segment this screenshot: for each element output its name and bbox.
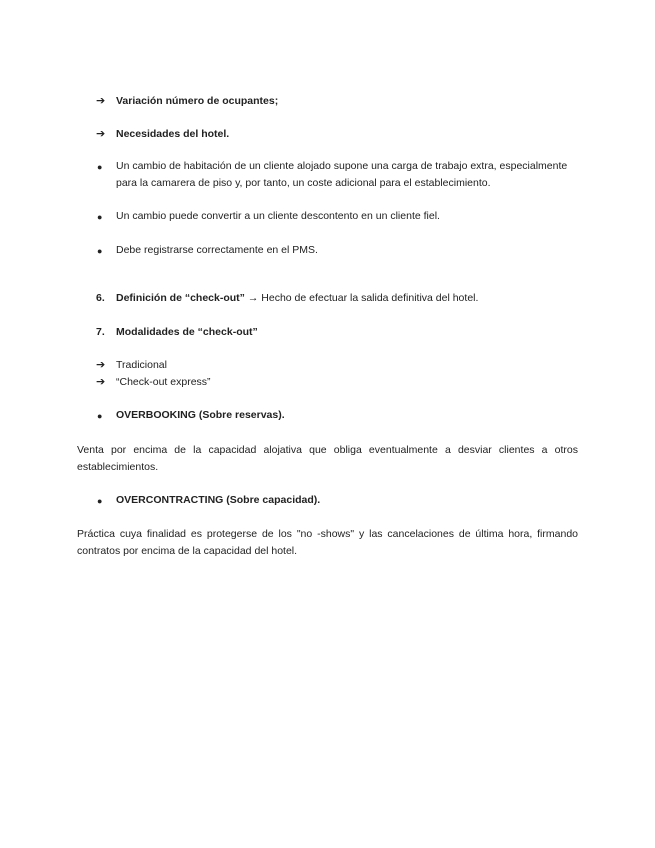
overcontracting-paragraph: Práctica cuya finalidad es protegerse de los "no -shows" y las cancelaciones de última hora, firmando contratos por encima de la capacidad del hotel.	[77, 528, 578, 557]
arrow-bullet-icon: ➔	[96, 359, 106, 371]
arrow-bullet-icon: ➔	[96, 376, 106, 388]
arrow-bullet-icon: ➔	[96, 128, 106, 140]
bullet-dot-icon: ●	[97, 162, 103, 172]
bullet-dot-icon: ●	[97, 496, 103, 506]
overbooking-paragraph: Venta por encima de la capacidad alojativa que obliga eventualmente a desviar clientes a otros establecimientos.	[77, 444, 578, 473]
checkout-definition-text: → Hecho de efectuar la salida definitiva del hotel.	[244, 292, 479, 304]
checkout-definition-term: Definición de “check-out”	[116, 292, 245, 304]
checkout-definition	[116, 290, 478, 306]
arrow-bullet-icon: ➔	[96, 95, 106, 107]
list-number-7: 7.	[96, 326, 105, 338]
bullet-dot-icon: ●	[97, 246, 103, 256]
list-item-pms: Debe registrarse correctamente en el PMS.	[116, 244, 318, 256]
list-item-ocupantes: Variación número de ocupantes;	[116, 95, 279, 107]
overcontracting-heading: OVERCONTRACTING (Sobre capacidad).	[116, 494, 321, 506]
bullet-dot-icon: ●	[97, 411, 103, 421]
list-item-tradicional: Tradicional	[116, 359, 167, 371]
list-item-necesidades: Necesidades del hotel.	[116, 128, 230, 140]
list-item-cliente-fiel: Un cambio puede convertir a un cliente descontento en un cliente fiel.	[116, 210, 440, 222]
list-item-checkout-express: “Check-out express”	[116, 376, 211, 388]
bullet-dot-icon: ●	[97, 212, 103, 222]
list-item-cambio-habitacion: Un cambio de habitación de un cliente alojado supone una carga de trabajo extra, especialmente para la camarera de piso y, por tanto, un coste adicional para el establecimiento.	[116, 160, 568, 189]
checkout-modalities-heading: Modalidades de “check-out”	[116, 326, 258, 338]
overbooking-heading: OVERBOOKING (Sobre reservas).	[116, 409, 285, 421]
list-number-6: 6.	[96, 292, 105, 304]
